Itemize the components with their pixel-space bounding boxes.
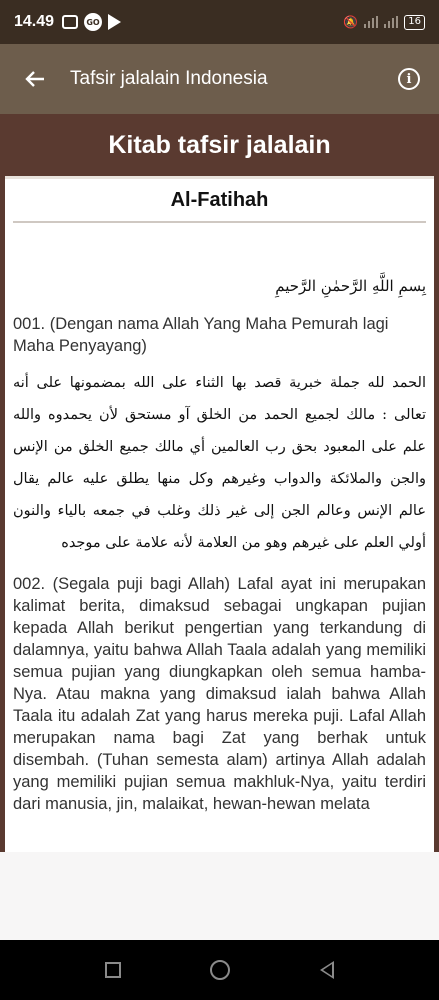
book-banner: Kitab tafsir jalalain [0, 114, 439, 176]
back-icon[interactable] [320, 961, 334, 979]
content-area [0, 176, 439, 852]
basmalah: بِسمِ اللَّهِ الرَّحمٰنِ الرَّحيمِ [275, 277, 426, 295]
empty-area [0, 852, 439, 940]
back-button[interactable] [0, 44, 70, 114]
status-time: 14.49 [14, 13, 55, 30]
play-icon [108, 14, 121, 30]
surah-title: Al-Fatihah [170, 189, 269, 211]
arrow-left-icon [25, 70, 45, 88]
tafsir-text [5, 277, 434, 815]
verse-2-translation: 002. (Segala puji bagi Allah) Lafal ayat ini merupakan kalimat berita, dimaksud sebagai ungkapan pujian kepada Allah berikut pengertian yang terkandung di dalamnya, yaitu bahwa Allah Taala adalah yang memiliki semua pujian yang diungkapkan oleh semua hamba-Nya. Atau makna yang dimaksud ialah bahwa Allah Taala itu adalah Zat yang harus mereka puji. Lafal Allah merupakan nama bagi Zat yang berhak untuk disembah. (Tuhan semesta alam) artinya Allah adalah yang memiliki pujian semua makhluk-Nya, yaitu terdiri dari manusia, jin, malaikat, hewan-hewan melata [13, 575, 426, 813]
mute-icon: 🔕 [343, 15, 359, 29]
info-icon: i [398, 68, 420, 90]
app-title: Tafsir jalalain Indonesia [70, 68, 268, 89]
go-icon: GO [84, 13, 102, 31]
battery-icon: 16 [404, 15, 425, 30]
app-bar [0, 44, 439, 114]
divider [13, 221, 426, 223]
signal-icon-2 [384, 16, 398, 28]
home-icon[interactable] [210, 960, 230, 980]
signal-icon [364, 16, 378, 28]
info-button[interactable] [379, 44, 439, 114]
verse-1-arabic-tafsir: الحمد لله جملة خبرية قصد بها الثناء على الله بمضمونها على أنه تعالى : مالك لجميع الحمد من الخلق آو مستحق لأن يحمدوه والله علم على المعبود بحق رب العالمين أي مالك جميع الخلق من الإنس والجن والملائكة والدواب وغيرهم وكل منها يطلق عليه عالم يقال عالم الإنس وعالم الجن إلى غير ذلك وغلب في جمعه بالياء والنون أولي العلم على غيرهم وهو من العلامة لأنه علامة على موجده [13, 375, 426, 551]
system-nav-bar [0, 940, 439, 1000]
verse-1-translation: 001. (Dengan nama Allah Yang Maha Pemurah lagi Maha Penyayang) [13, 315, 389, 355]
status-bar [0, 0, 439, 44]
tafsir-card[interactable] [5, 176, 434, 852]
notification-icon [62, 15, 78, 29]
recents-icon[interactable] [105, 962, 121, 978]
